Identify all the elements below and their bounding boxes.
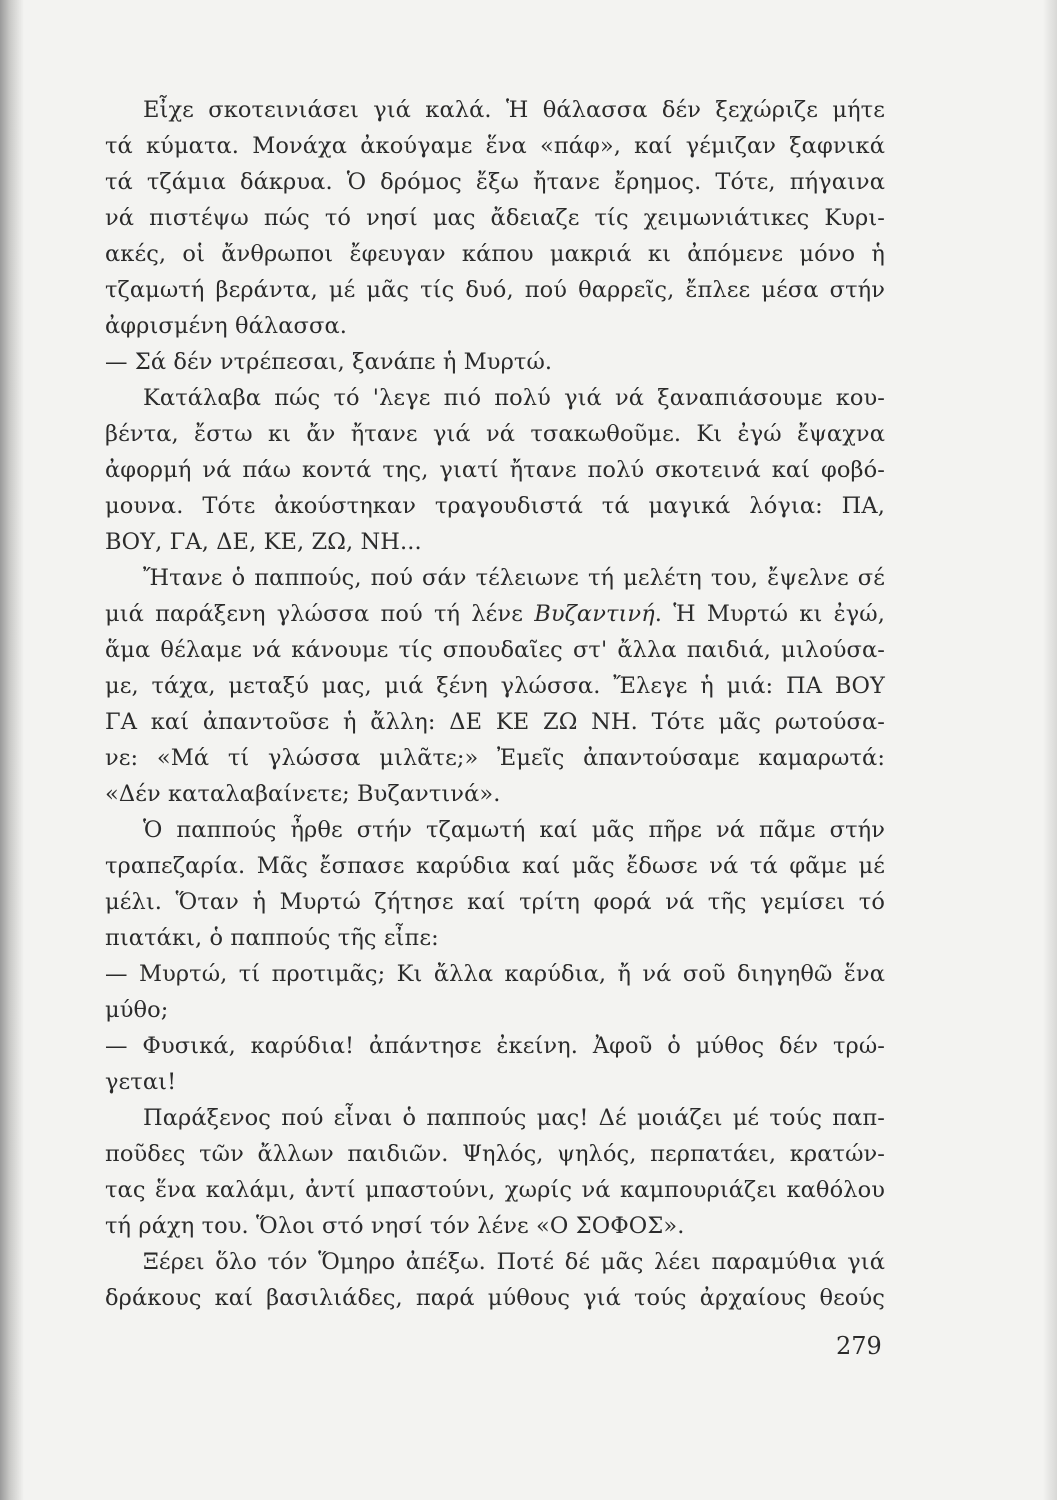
- text-line: Ξέρει ὅλο τόν Ὅμηρο ἀπέξω. Ποτέ δέ μᾶς λέει παραμύθια γιά: [143, 1249, 885, 1275]
- text-line: βέντα, ἔστω κι ἄν ἤτανε γιά νά τσακωθοῦμε. Κι ἐγώ ἔψαχνα: [105, 421, 885, 447]
- text-line: τή ράχη του. Ὅλοι στό νησί τόν λένε «Ο ΣΟΦΟΣ».: [105, 1213, 685, 1239]
- text-line: ακές, οἱ ἄνθρωποι ἔφευγαν κάπου μακριά κι ἀπόμενε μόνο ἡ: [105, 241, 885, 267]
- text-line: μέλι. Ὅταν ἡ Μυρτώ ζήτησε καί τρίτη φορά νά τῆς γεμίσει τό: [105, 889, 885, 915]
- text-line: μουνα. Τότε ἀκούστηκαν τραγουδιστά τά μαγικά λόγια: ΠΑ,: [105, 493, 885, 519]
- text-line: ἀφρισμένη θάλασσα.: [105, 313, 348, 339]
- text-line: ποῦδες τῶν ἄλλων παιδιῶν. Ψηλός, ψηλός, περπατάει, κρατών-: [105, 1141, 885, 1167]
- italic-term: Βυζαντινή: [534, 601, 655, 627]
- page-number: 279: [836, 1332, 882, 1360]
- text-segment: μιά παράξενη γλώσσα πού τή λένε: [105, 601, 523, 627]
- text-line: με, τάχα, μεταξύ μας, μιά ξένη γλώσσα. Ἔλεγε ἡ μιά: ΠΑ ΒΟΥ: [105, 673, 885, 699]
- text-line: γεται!: [105, 1069, 177, 1095]
- text-line: Εἶχε σκοτεινιάσει γιά καλά. Ἡ θάλασσα δέν ξεχώριζε μήτε: [143, 97, 885, 123]
- dialogue-line: — Μυρτώ, τί προτιμᾶς; Κι ἄλλα καρύδια, ἤ νά σοῦ διηγηθῶ ἕνα: [105, 961, 885, 987]
- text-line: μύθο;: [105, 997, 169, 1023]
- text-line: πιατάκι, ὁ παππούς τῆς εἶπε:: [105, 925, 439, 951]
- text-segment: . Ἡ Μυρτώ κι ἐγώ,: [654, 601, 885, 627]
- dialogue-line: — Σά δέν ντρέπεσαι, ξανάπε ἡ Μυρτώ.: [105, 349, 553, 375]
- text-line: ΓΑ καί ἀπαντοῦσε ἡ ἄλλη: ΔΕ ΚΕ ΖΩ ΝΗ. Τότε μᾶς ρωτούσα-: [105, 709, 885, 735]
- text-line: Κατάλαβα πώς τό 'λεγε πιό πολύ γιά νά ξαναπιάσουμε κου-: [143, 385, 885, 411]
- text-line: νά πιστέψω πώς τό νησί μας ἄδειαζε τίς χειμωνιάτικες Κυρι-: [105, 205, 885, 231]
- text-line: νε: «Μά τί γλώσσα μιλᾶτε;» Ἐμεῖς ἀπαντούσαμε καμαρωτά:: [105, 745, 885, 771]
- text-line: Παράξενος πού εἶναι ὁ παππούς μας! Δέ μοιάζει μέ τούς παπ-: [143, 1105, 885, 1131]
- text-line: τραπεζαρία. Μᾶς ἔσπασε καρύδια καί μᾶς ἔδωσε νά τά φᾶμε μέ: [105, 853, 885, 879]
- text-line: τζαμωτή βεράντα, μέ μᾶς τίς δυό, πού θαρρεῖς, ἔπλεε μέσα στήν: [105, 277, 885, 303]
- text-line: δράκους καί βασιλιάδες, παρά μύθους γιά τούς ἀρχαίους θεούς: [105, 1285, 885, 1311]
- text-line: ΒΟΥ, ΓΑ, ΔΕ, ΚΕ, ΖΩ, ΝΗ...: [105, 529, 422, 555]
- text-line: ἀφορμή νά πάω κοντά της, γιατί ἤτανε πολύ σκοτεινά καί φοβό-: [105, 457, 885, 483]
- dialogue-line: — Φυσικά, καρύδια! ἀπάντησε ἐκείνη. Ἀφοῦ ὁ μύθος δέν τρώ-: [105, 1033, 885, 1059]
- text-line: τά τζάμια δάκρυα. Ὁ δρόμος ἔξω ἤτανε ἔρημος. Τότε, πήγαινα: [105, 169, 885, 195]
- text-line: τά κύματα. Μονάχα ἀκούγαμε ἕνα «πάφ», καί γέμιζαν ξαφνικά: [105, 133, 885, 159]
- page-binding-shadow: [0, 0, 24, 1500]
- page-edge-shadow: [1043, 0, 1057, 1500]
- text-line: ἅμα θέλαμε νά κάνουμε τίς σπουδαῖες στ' ἄλλα παιδιά, μιλούσα-: [105, 637, 885, 663]
- text-line-with-italic: [105, 596, 885, 632]
- text-line: Ἤτανε ὁ παππούς, πού σάν τέλειωνε τή μελέτη του, ἔψελνε σέ: [143, 565, 885, 591]
- text-line: τας ἕνα καλάμι, ἀντί μπαστούνι, χωρίς νά καμπουριάζει καθόλου: [105, 1177, 885, 1203]
- text-line: «Δέν καταλαβαίνετε; Βυζαντινά».: [105, 781, 501, 807]
- text-line: Ὁ παππούς ἦρθε στήν τζαμωτή καί μᾶς πῆρε νά πᾶμε στήν: [143, 817, 885, 843]
